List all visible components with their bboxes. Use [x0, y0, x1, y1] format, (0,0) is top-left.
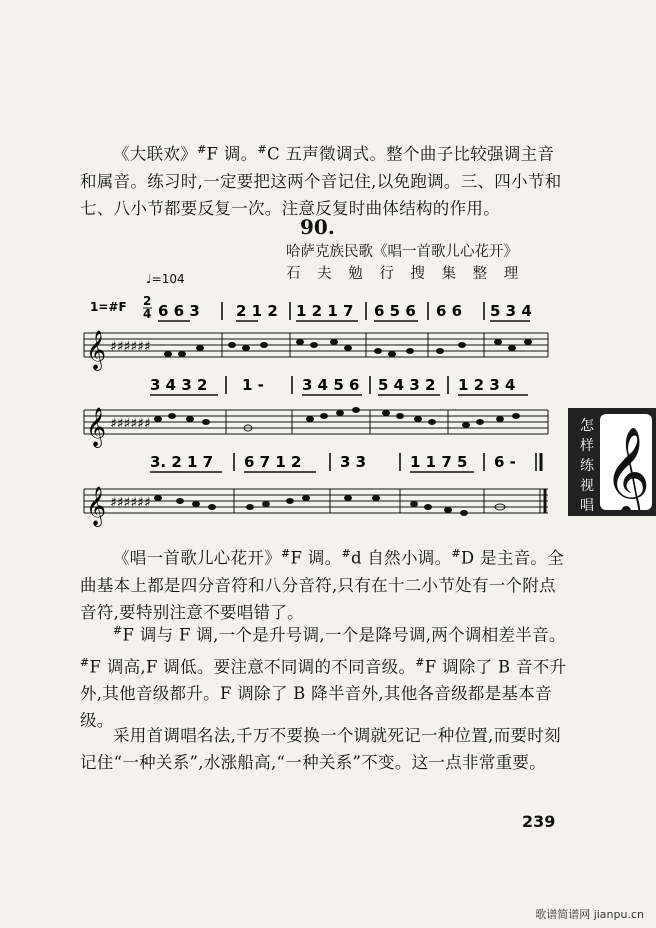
song-credit-collectors: 石 夫 勉 行 搜 集 整 理: [286, 266, 525, 282]
measure-9: 3 4 5 6: [302, 376, 360, 394]
time-signature-top: 2: [143, 294, 152, 308]
measure-6: 5 3 4: [490, 302, 532, 320]
watermark: 歌谱简谱网 jianpu.cn: [535, 908, 644, 921]
chapter-logo: [600, 414, 652, 510]
key-comparison-paragraph: #F 调与 F 调,一个是升号调,一个是降号调,两个调相差半音。#F 调高,F 调低。要注意不同调的不同音级。#F 调除了 B 音不升外,其他音级都升。F 调除了 B 降半音外,其他各音级都是基本音级。: [80, 624, 567, 730]
measure-11: 1 2 3 4: [458, 376, 516, 394]
staff-1-notes: [164, 339, 532, 357]
treble-clef-icon: 𝄞: [86, 330, 107, 370]
measure-4: 6 5 6: [374, 302, 416, 320]
sharps-icon: ♯♯♯♯♯♯: [110, 416, 151, 432]
treble-clef-icon: [600, 414, 652, 510]
tempo-marking: ♩=104: [146, 272, 185, 286]
measure-13: 6 7 1 2: [244, 453, 302, 471]
measure-16: 6 -: [494, 453, 516, 471]
measure-12: 3. 2 1 7: [150, 453, 214, 471]
measure-15: 1 1 7 5: [410, 453, 468, 471]
svg-text:𝄞: 𝄞: [604, 427, 651, 510]
measure-7: 3 4 3 2: [150, 376, 208, 394]
notation-row-1: [158, 302, 532, 321]
song-credit-title: 哈萨克族民歌《唱一首歌儿心花开》: [286, 244, 518, 260]
treble-clef-icon: 𝄞: [86, 486, 107, 526]
intro-paragraph: 《大联欢》#F 调。#C 五声徵调式。整个曲子比较强调主音和属音。练习时,一定要把这两个音记住,以免跑调。三、四小节和七、八小节都要反复一次。注意反复时曲体结构的作用。: [80, 143, 562, 218]
method-paragraph: 采用首调唱名法,千万不要换一个调就死记一种位置,而要时刻记住“一种关系”,水涨船高,“一种关系”不变。这一点非常重要。: [80, 726, 561, 772]
measure-5: 6 6: [436, 302, 463, 320]
staff-3: [84, 489, 548, 513]
analysis-paragraph: 《唱一首歌儿心花开》#F 调。#d 自然小调。#D 是主音。全曲基本上都是四分音符和八分音符,只有在十二小节处有一个附点音符,要特别注意不要唱错了。: [80, 547, 564, 622]
measure-1: 6 6 3: [158, 302, 200, 320]
measure-10: 5 4 3 2: [378, 376, 436, 394]
notation-row-2: [150, 376, 528, 395]
sharps-icon: ♯♯♯♯♯♯: [110, 495, 151, 511]
sharps-icon: ♯♯♯♯♯♯: [110, 339, 151, 355]
measure-14: 3 3: [340, 453, 367, 471]
chapter-side-tab: [568, 408, 656, 516]
time-signature-bottom: 4: [143, 307, 152, 321]
page-number: 239: [522, 812, 556, 831]
song-number: 90.: [300, 215, 335, 239]
measure-8: 1 -: [242, 376, 264, 394]
chapter-title-vertical: 怎 样 练 视 唱: [574, 416, 600, 516]
treble-clef-icon: 𝄞: [86, 407, 107, 447]
notation-row-3: [150, 453, 541, 472]
measure-3: 1 2 1 7: [296, 302, 354, 320]
measure-2: 2 1 2: [236, 302, 278, 320]
key-signature: 1=#F: [90, 300, 127, 314]
staff-2-notes: [154, 407, 520, 431]
